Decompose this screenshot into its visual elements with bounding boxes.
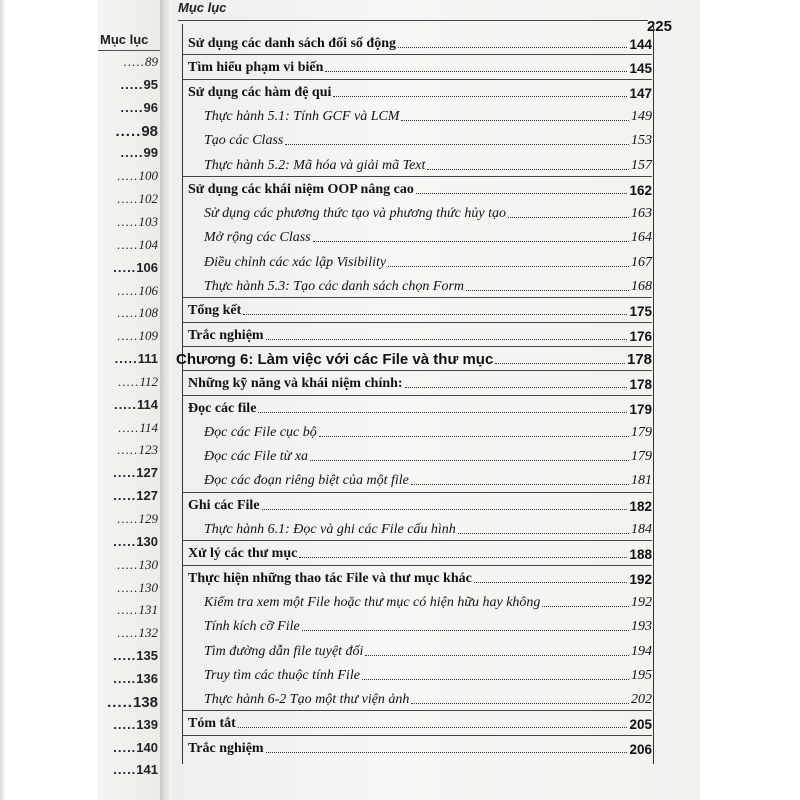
left-entry-page: 109	[138, 328, 158, 344]
page-number: 225	[646, 18, 672, 35]
left-entry-page: 123	[138, 442, 158, 458]
leader-dots	[466, 289, 629, 291]
leader-dots: .....	[123, 54, 145, 69]
right-page	[172, 0, 700, 800]
leader-dots: .....	[113, 670, 137, 686]
toc-subsection-row	[204, 593, 652, 611]
left-entry-page: 127	[136, 488, 158, 504]
header-rule	[178, 20, 648, 21]
leader-dots: .....	[113, 739, 137, 755]
section-rule	[182, 735, 652, 736]
section-rule	[182, 370, 652, 371]
toc-entry-page: 195	[631, 667, 652, 683]
leader-dots	[405, 386, 628, 388]
toc-entry-page: 147	[629, 85, 652, 101]
leader-dots	[285, 143, 629, 145]
toc-entry-page: 168	[631, 279, 652, 294]
left-entry-page: 103	[138, 213, 158, 229]
leader-dots: .....	[120, 99, 144, 115]
left-toc-entry	[98, 260, 158, 275]
left-entry-page: 98	[141, 122, 158, 140]
left-entry-page: 131	[138, 602, 158, 618]
left-entry-page: 141	[136, 762, 158, 778]
left-toc-entry	[98, 602, 158, 618]
leader-dots	[262, 508, 628, 510]
toc-entry-title: Thực hành 5.2: Mã hóa và giải mã Text	[204, 157, 426, 173]
left-entry-page: 108	[138, 305, 158, 321]
left-entry-page: 114	[139, 419, 158, 435]
leader-dots: .....	[118, 419, 140, 435]
section-rule	[182, 565, 652, 566]
left-entry-page: 129	[138, 511, 158, 526]
section-rule	[182, 54, 652, 55]
toc-section-row	[188, 399, 652, 417]
left-entry-page: 130	[136, 533, 158, 549]
toc-entry-title: Sử dụng các khái niệm OOP nâng cao	[188, 181, 414, 197]
left-entry-page: 89	[145, 54, 158, 69]
leader-dots	[319, 435, 629, 437]
toc-subsection-row	[204, 520, 652, 538]
toc-entry-title: Truy tìm các thuộc tính File	[204, 667, 360, 683]
toc-section-row	[188, 739, 652, 757]
toc-entry-title: Đọc các file	[188, 400, 257, 416]
left-entry-page: 106	[136, 259, 158, 275]
leader-dots: .....	[118, 373, 140, 389]
leader-dots: .....	[117, 579, 139, 595]
left-entry-page: 104	[138, 236, 158, 252]
toc-section-row	[188, 374, 652, 392]
left-toc-entry	[98, 397, 158, 412]
leader-dots: .....	[113, 259, 137, 275]
left-entry-page: 102	[138, 191, 158, 207]
left-entry-page: 95	[143, 76, 158, 92]
left-entry-page: 99	[143, 145, 158, 161]
left-toc-entry	[98, 648, 158, 663]
leader-dots	[243, 313, 627, 315]
toc-chapter-row	[176, 350, 652, 368]
leader-dots: .....	[117, 191, 139, 207]
toc-entry-page: 153	[631, 133, 652, 149]
section-rule	[182, 710, 652, 711]
leader-dots: .....	[117, 168, 139, 184]
left-toc-entry	[98, 54, 158, 70]
toc-entry-page: 194	[631, 643, 652, 659]
leader-dots	[313, 240, 629, 242]
toc-entry-title: Tổng kết	[188, 303, 242, 319]
left-toc-entry	[98, 214, 158, 230]
left-header-rule	[98, 50, 160, 51]
toc-entry-title: Tìm đường dẫn file tuyệt đối	[204, 643, 364, 659]
toc-entry-page: 145	[629, 61, 652, 77]
toc-subsection-row	[204, 131, 652, 149]
leader-dots: .....	[107, 693, 133, 711]
toc-entry-page: 175	[629, 304, 652, 320]
left-entry-page: 136	[136, 670, 158, 686]
section-rule	[182, 540, 652, 541]
toc-entry-title: Tính kích cỡ File	[204, 619, 300, 635]
toc-section-row	[188, 714, 652, 732]
toc-subsection-row	[204, 617, 652, 635]
toc-section-row	[188, 58, 652, 76]
toc-entry-title: Tạo các Class	[204, 133, 284, 149]
leader-dots	[474, 581, 628, 583]
toc-section-row	[188, 34, 652, 52]
toc-entry-title: Thực hành 6-2 Tạo một thư viện ảnh	[204, 692, 410, 708]
leader-dots	[508, 216, 629, 218]
left-toc-entry	[98, 77, 158, 92]
toc-subsection-row	[204, 277, 652, 295]
left-toc-entry	[98, 511, 158, 527]
toc-entry-title: Thực hành 6.1: Đọc và ghi các File cấu hình	[204, 522, 456, 537]
toc-entry-title: Những kỹ năng và khái niệm chính:	[188, 376, 403, 392]
leader-dots: .....	[113, 716, 137, 732]
leader-dots	[266, 751, 628, 753]
toc-entry-title: Kiểm tra xem một File hoặc thư mục có hiện hữu hay không	[204, 594, 541, 610]
leader-dots	[299, 556, 627, 558]
left-toc-entry	[98, 694, 158, 711]
toc-entry-title: Thực hành 5.3: Tạo các danh sách chọn Form	[204, 279, 464, 294]
leader-dots	[495, 362, 625, 364]
leader-dots: .....	[113, 396, 138, 412]
toc-entry-page: 181	[631, 473, 652, 489]
left-toc-entry	[98, 237, 158, 253]
toc-entry-title: Đọc các File từ xa	[204, 449, 309, 465]
left-toc-entry	[98, 534, 158, 549]
toc-entry-title: Thực hành 5.1: Tính GCF và LCM	[204, 108, 400, 124]
toc-entry-title: Trắc nghiệm	[188, 740, 264, 756]
leader-dots: .....	[120, 76, 144, 92]
toc-section-row	[188, 326, 652, 344]
toc-entry-title: Tóm tắt	[188, 716, 236, 732]
left-toc-entry	[98, 557, 158, 573]
leader-dots	[302, 629, 629, 631]
toc-section-row	[188, 544, 652, 562]
toc-entry-title: Thực hiện những thao tác File và thư mục khác	[188, 570, 472, 586]
toc-entry-page: 193	[631, 619, 652, 635]
toc-entry-page: 167	[631, 254, 652, 270]
toc-entry-page: 149	[631, 108, 652, 124]
toc-entry-page: 179	[631, 449, 652, 465]
toc-entry-page: 178	[626, 350, 652, 368]
toc-entry-title: Sử dụng các phương thức tạo và phương thức hủy tạo	[204, 206, 506, 222]
toc-entry-page: 179	[631, 424, 652, 440]
toc-subsection-row	[204, 228, 652, 246]
left-toc-entry	[98, 671, 158, 686]
left-entry-page: 139	[136, 716, 158, 732]
toc-entry-page: 163	[631, 206, 652, 222]
toc-entry-page: 144	[629, 37, 652, 52]
leader-dots	[258, 411, 627, 413]
left-toc-entry	[98, 580, 158, 596]
left-toc-entry	[98, 740, 158, 755]
left-toc-entry	[98, 488, 158, 503]
toc-section-row	[188, 301, 652, 319]
section-rule	[182, 322, 652, 323]
toc-entry-title: Điều chỉnh các xác lập Visibility	[204, 254, 387, 270]
left-entry-page: 130	[138, 556, 158, 572]
left-entry-page: 127	[136, 465, 158, 481]
leader-dots: .....	[117, 236, 139, 252]
toc-subsection-row	[204, 642, 652, 660]
leader-dots: .....	[117, 213, 139, 229]
toc-subsection-row	[204, 471, 652, 489]
toc-subsection-row	[204, 447, 652, 465]
toc-entry-title: Mở rộng các Class	[204, 230, 311, 246]
leader-dots	[362, 678, 629, 680]
left-toc-entry	[98, 283, 158, 299]
left-toc-entry	[98, 305, 158, 321]
book-gutter	[160, 0, 172, 800]
toc-entry-title: Sử dụng các hàm đệ qui	[188, 84, 332, 100]
leader-dots	[411, 483, 629, 485]
toc-section-row	[188, 569, 652, 587]
toc-entry-title: Chương 6: Làm việc với các File và thư mục	[176, 350, 494, 368]
leader-dots	[365, 654, 629, 656]
toc-section-row	[188, 83, 652, 101]
leader-dots	[333, 95, 627, 97]
toc-entry-page: 164	[631, 230, 652, 246]
left-page	[98, 0, 160, 800]
toc-entry-title: Trắc nghiệm	[188, 327, 264, 343]
leader-dots: .....	[113, 465, 137, 481]
left-toc-entry	[98, 100, 158, 115]
toc-entry-title: Ghi các File	[188, 497, 260, 513]
section-rule	[182, 79, 652, 80]
toc-entry-title: Đọc các đoạn riêng biệt của một file	[204, 473, 409, 489]
leader-dots	[310, 459, 629, 461]
toc-entry-page: 157	[631, 157, 652, 173]
left-entry-page: 112	[139, 373, 158, 389]
section-rule	[182, 297, 652, 298]
toc-entry-title: Đọc các File cục bộ	[204, 424, 317, 440]
leader-dots: .....	[117, 282, 139, 298]
toc-subsection-row	[204, 690, 652, 708]
leader-dots	[427, 168, 629, 170]
right-page-header: Mục lục	[178, 0, 227, 15]
toc-entry-page: 192	[631, 594, 652, 610]
left-entry-page: 140	[136, 739, 158, 755]
left-toc-entry	[98, 625, 158, 641]
section-rule	[182, 492, 652, 493]
toc-subsection-row	[204, 253, 652, 271]
leader-dots	[542, 605, 629, 607]
leader-dots: .....	[117, 442, 139, 458]
toc-subsection-row	[204, 107, 652, 125]
left-toc-entry	[98, 191, 158, 207]
toc-entry-page: 188	[629, 547, 652, 563]
left-entry-page: 100	[138, 168, 158, 184]
leader-dots: .....	[117, 625, 139, 641]
left-toc-entry	[98, 351, 158, 366]
leader-dots	[388, 265, 629, 267]
toc-entry-page: 206	[629, 741, 652, 757]
toc-entry-page: 179	[629, 401, 652, 417]
leader-dots	[325, 70, 627, 72]
leader-dots: .....	[115, 122, 142, 140]
leader-dots: .....	[113, 488, 137, 504]
leader-dots: .....	[117, 305, 139, 321]
leader-dots: .....	[117, 602, 139, 618]
left-page-header: Mục lục	[100, 32, 149, 47]
left-entry-page: 96	[143, 99, 158, 115]
toc-subsection-row	[204, 423, 652, 441]
toc-entry-page: 182	[629, 498, 652, 514]
toc-section-row	[188, 496, 652, 514]
left-toc-entry	[98, 717, 158, 732]
left-toc-entry	[98, 123, 158, 140]
toc-subsection-row	[204, 666, 652, 684]
leader-dots: .....	[117, 328, 139, 344]
left-entry-page: 130	[138, 579, 158, 595]
toc-entry-page: 184	[631, 522, 652, 537]
left-toc-entry	[98, 168, 158, 184]
toc-entry-page: 162	[629, 182, 652, 198]
left-entry-page: 138	[132, 693, 158, 711]
background	[700, 0, 800, 800]
left-toc-entry	[98, 465, 158, 480]
toc-entry-page: 192	[629, 571, 652, 587]
toc-entry-title: Tìm hiểu phạm vi biến	[188, 60, 324, 76]
left-entry-page: 106	[138, 282, 158, 298]
left-entry-page: 114	[137, 396, 158, 412]
left-toc-entry	[98, 442, 158, 458]
toc-subsection-row	[204, 204, 652, 222]
toc-entry-page: 202	[631, 692, 652, 708]
section-rule	[182, 176, 652, 177]
leader-dots: .....	[113, 762, 137, 778]
left-toc-entry	[98, 762, 158, 777]
toc-section-row	[188, 180, 652, 198]
toc-entry-page: 178	[629, 377, 652, 393]
leader-dots: .....	[120, 145, 144, 161]
leader-dots	[416, 192, 628, 194]
left-toc-entry	[98, 420, 158, 436]
leader-dots: .....	[113, 648, 137, 664]
left-entry-page: 111	[137, 351, 158, 367]
toc-entry-page: 176	[629, 328, 652, 344]
left-entry-page: 132	[138, 625, 158, 641]
leader-dots	[411, 702, 629, 704]
leader-dots	[266, 338, 628, 340]
toc-entry-title: Sử dụng các danh sách đối số động	[188, 36, 396, 51]
toc-entry-page: 205	[629, 717, 652, 733]
leader-dots: .....	[114, 351, 138, 367]
leader-dots: .....	[117, 556, 139, 572]
section-rule	[182, 395, 652, 396]
toc-subsection-row	[204, 156, 652, 174]
leader-dots	[458, 532, 629, 534]
section-rule	[182, 346, 652, 347]
toc-entry-title: Xử lý các thư mục	[188, 546, 298, 562]
left-entry-page: 135	[136, 648, 158, 664]
leader-dots	[398, 46, 627, 48]
leader-dots	[401, 119, 629, 121]
leader-dots	[238, 726, 628, 728]
left-toc-entry	[98, 328, 158, 344]
page-shadow	[0, 0, 6, 800]
leader-dots: .....	[117, 511, 139, 526]
leader-dots: .....	[113, 533, 137, 549]
left-toc-entry	[98, 374, 158, 390]
left-toc-entry	[98, 145, 158, 160]
